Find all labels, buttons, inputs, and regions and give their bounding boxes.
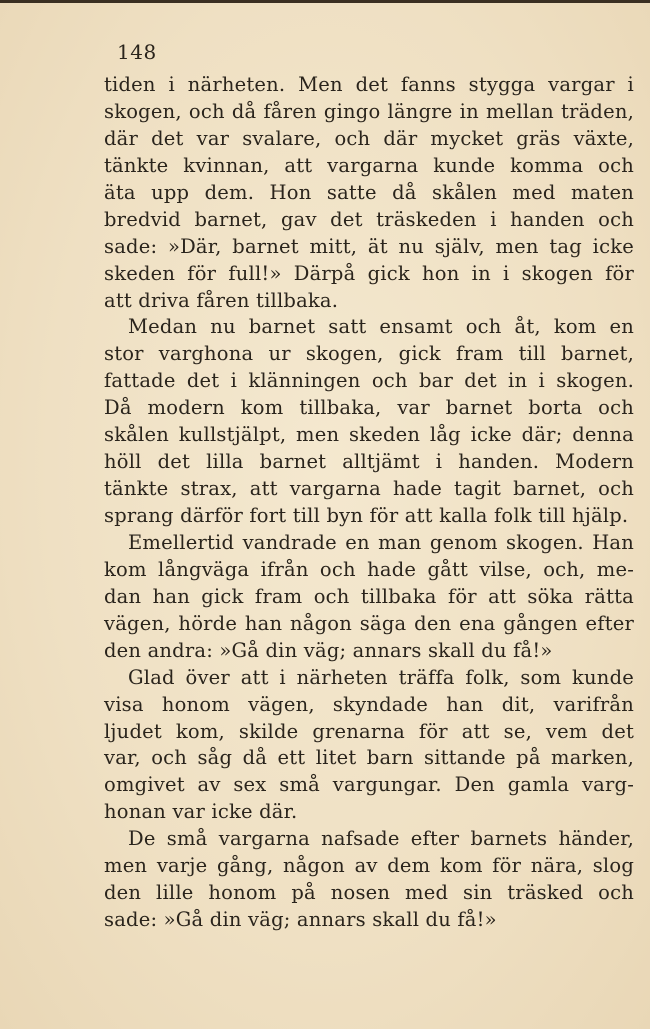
text-line: ljudet kom, skilde grenarna för att se, vem det [104,719,634,743]
text-line: visa honom vägen, skyndade han dit, varifrån [104,692,634,716]
text-line: Glad över att i närheten träffa folk, som kunde [128,665,634,689]
text-line: sprang därför fort till byn för att kalla folk till hjälp. [104,504,629,527]
text-line: den lille honom på nosen med sin träsked och [104,881,634,905]
text-line: tiden i närheten. Men det fanns stygga vargar i [104,73,634,96]
text-line: men varje gång, någon av dem kom för nära, slog [104,854,634,878]
text-line: honan var icke där. [104,800,298,824]
text-line: var, och såg då ett litet barn sittande på marken, [104,746,634,770]
text-line: bredvid barnet, gav det träskeden i handen och [104,207,634,231]
text-line: den andra: »Gå din väg; annars skall du få!» [104,638,553,662]
text-line: att driva fåren tillbaka. [104,288,339,312]
text-line: sade: »Gå din väg; annars skall du få!» [104,908,497,932]
top-edge-rule [0,0,650,3]
text-line: De små vargarna nafsade efter barnets händer, [128,827,634,851]
text-line: höll det lilla barnet alltjämt i handen. Modern [104,450,634,474]
text-line: dan han gick fram och tillbaka för att söka rätta [104,584,634,608]
text-line: kom långväga ifrån och hade gått vilse, och, me- [104,557,634,581]
text-line: äta upp dem. Hon satte då skålen med maten [104,180,634,204]
text-line: sade: »Där, barnet mitt, ät nu själv, men tag icke [104,234,634,258]
text-line: omgivet av sex små vargungar. Den gamla varg- [104,773,634,797]
text-line: Emellertid vandrade en man genom skogen. Han [128,530,634,554]
text-line: Då modern kom tillbaka, var barnet borta och [104,396,634,420]
text-line: där det var svalare, och där mycket gräs växte, [104,126,634,150]
text-line: vägen, hörde han någon säga den ena gången efter [104,611,634,635]
text-line: tänkte kvinnan, att vargarna kunde komma och [104,153,634,177]
text-line: stor varghona ur skogen, gick fram till barnet, [104,342,634,366]
text-line: Medan nu barnet satt ensamt och åt, kom en [128,315,634,339]
page-number: 148 [117,40,157,64]
text-line: skeden för full!» Därpå gick hon in i skogen för [104,261,634,285]
body-text [104,72,634,934]
text-line: fattade det i klänningen och bar det in i skogen. [104,369,634,393]
text-line: skålen kullstjälpt, men skeden låg icke där; denna [104,423,634,447]
text-line: skogen, och då fåren gingo längre in mellan träden, [104,99,634,123]
text-line: tänkte strax, att vargarna hade tagit barnet, och [104,477,634,501]
